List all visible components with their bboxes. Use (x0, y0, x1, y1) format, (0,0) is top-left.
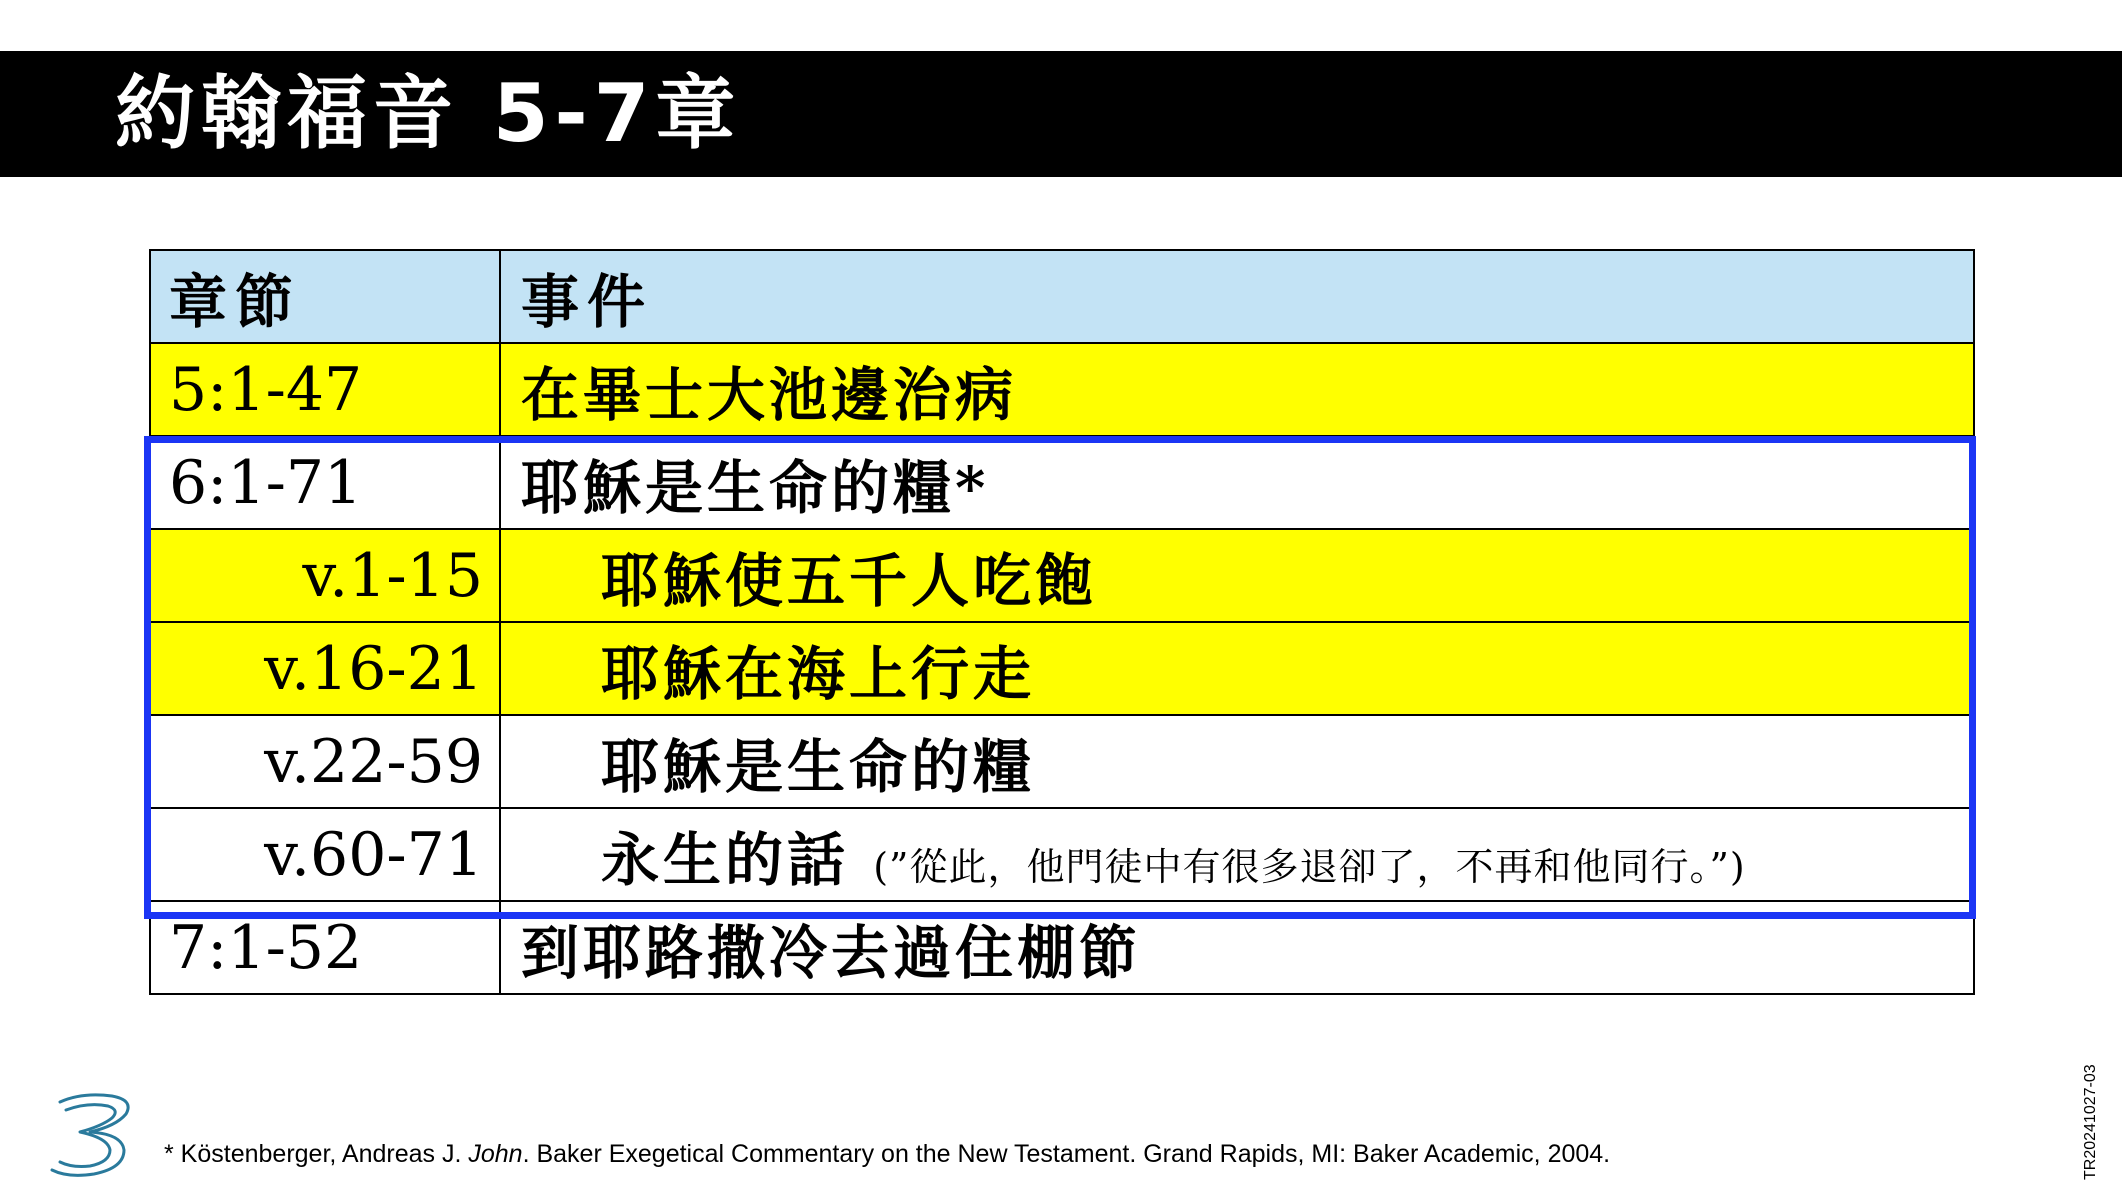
header-event: 事件 (500, 250, 1974, 343)
title-bar (0, 51, 2122, 177)
table-row (150, 343, 1974, 436)
footnote-book-title: John (468, 1140, 523, 1168)
footnote-citation (164, 1140, 1610, 1169)
slide-title: 約翰福音 5-7章 (115, 67, 742, 160)
row-reference: 6:1-71 (169, 447, 363, 518)
slide-code: TR20241027-03 (2082, 1064, 2099, 1180)
table-row (150, 901, 1974, 994)
row-reference: v.16-21 (264, 633, 483, 704)
table-row (150, 622, 1974, 715)
header-chapter-verse: 章節 (150, 250, 500, 343)
row-event: 在畢士大池邊治病 (500, 343, 1974, 436)
number-3-logo-icon (42, 1088, 142, 1180)
chapter-event-table (149, 249, 1975, 995)
row-event: 到耶路撒冷去過住棚節 (500, 901, 1974, 994)
table-row (150, 436, 1974, 529)
table-header-row (150, 250, 1974, 343)
row-reference: v.60-71 (264, 819, 483, 890)
table-row (150, 529, 1974, 622)
row-event: 耶穌是生命的糧* (500, 436, 1974, 529)
table-row (150, 808, 1974, 901)
row-event: 耶穌使五千人吃飽 (500, 529, 1974, 622)
row-event: 耶穌在海上行走 (500, 622, 1974, 715)
footnote-prefix: * Köstenberger, Andreas J. (164, 1140, 469, 1168)
row-reference: v.1-15 (302, 540, 483, 611)
footnote-suffix: . Baker Exegetical Commentary on the New Testament. Grand Rapids, MI: Baker Academic, 2004. (522, 1140, 1611, 1168)
row-reference: v.22-59 (264, 726, 483, 797)
table-row (150, 715, 1974, 808)
row-reference: 7:1-52 (169, 912, 363, 983)
row-event: 永生的話 (601, 825, 850, 894)
row-reference: 5:1-47 (169, 354, 363, 425)
row-event-note: (”從此，他門徒中有很多退卻了，不再和他同行。”) (873, 844, 1746, 889)
row-event: 耶穌是生命的糧 (500, 715, 1974, 808)
